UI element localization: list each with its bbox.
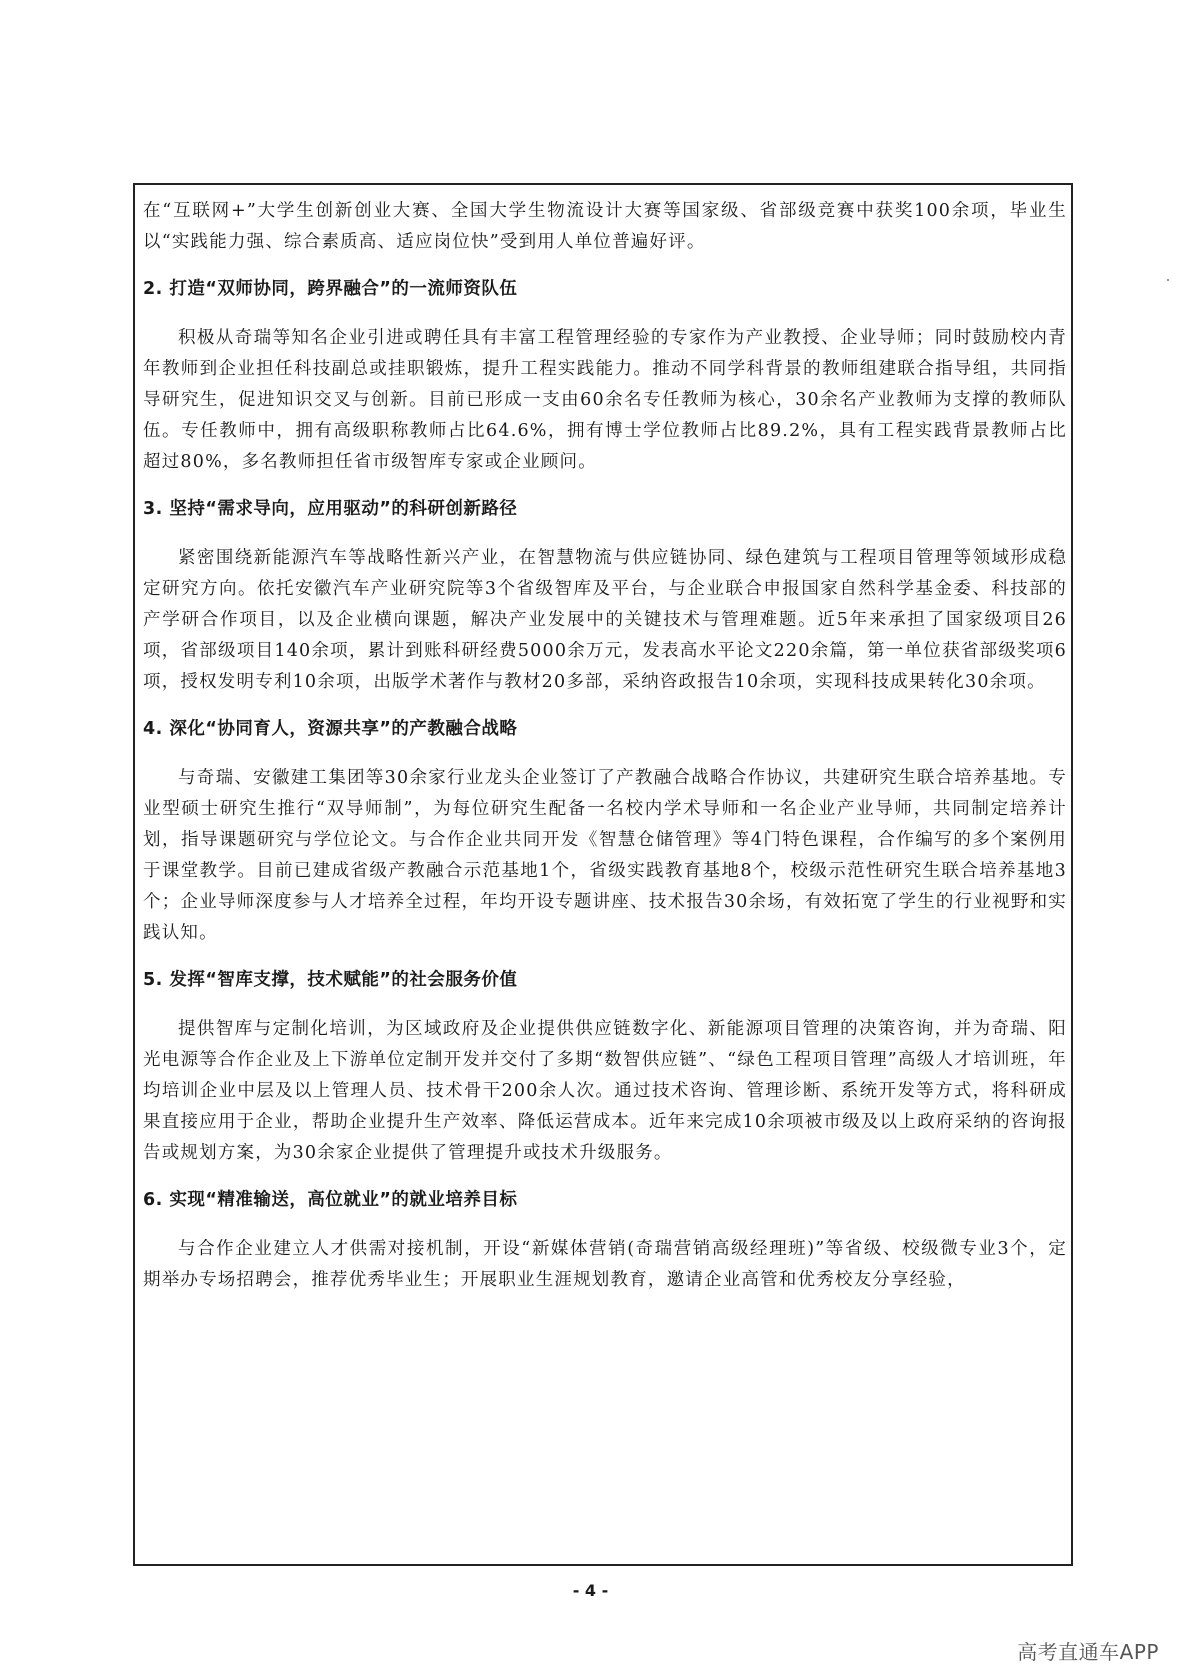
section-body-4: 与奇瑞、安徽建工集团等30余家行业龙头企业签订了产教融合战略合作协议，共建研究生联合培养基地。专业型硕士研究生推行“双导师制”，为每位研究生配备一名校内学术导师和一名企业产业导师，共同制定培养计划，指导课题研究与学位论文。与合作企业共同开发《智慧仓储管理》等4门特色课程，合作编写的多个案例用于课堂教学。目前已建成省级产教融合示范基地1个，省级实践教育基地8个，校级示范性研究生联合培养基地3个；企业导师深度参与人才培养全过程，年均开设专题讲座、技术报告30余场，有效拓宽了学生的行业视野和实践认知。 — [143, 768, 1067, 943]
section-heading-4: 4. 深化“协同育人，资源共享”的产教融合战略 — [143, 719, 518, 739]
section-heading-6: 6. 实现“精准输送，高位就业”的就业培养目标 — [143, 1190, 518, 1210]
section-heading-5: 5. 发挥“智库支撑，技术赋能”的社会服务价值 — [143, 970, 518, 990]
watermark-text: 高考直通车APP — [1017, 1640, 1159, 1664]
page-number: - 4 - — [572, 1581, 609, 1600]
section-heading-3: 3. 坚持“需求导向，应用驱动”的科研创新路径 — [143, 499, 518, 519]
intro-paragraph: 在“互联网+”大学生创新创业大赛、全国大学生物流设计大赛等国家级、省部级竞赛中获奖100余项，毕业生以“实践能力强、综合素质高、适应岗位快”受到用人单位普遍好评。 — [143, 201, 1067, 252]
document-body — [143, 196, 1067, 1296]
scan-speck — [1167, 279, 1169, 281]
section-heading-2: 2. 打造“双师协同，跨界融合”的一流师资队伍 — [143, 279, 518, 299]
section-body-5: 提供智库与定制化培训，为区域政府及企业提供供应链数字化、新能源项目管理的决策咨询，并为奇瑞、阳光电源等合作企业及上下游单位定制开发并交付了多期“数智供应链”、“绿色工程项目管理”高级人才培训班，年均培训企业中层及以上管理人员、技术骨干200余人次。通过技术咨询、管理诊断、系统开发等方式，将科研成果直接应用于企业，帮助企业提升生产效率、降低运营成本。近年来完成10余项被市级及以上政府采纳的咨询报告或规划方案，为30余家企业提供了管理提升或技术升级服务。 — [143, 1019, 1067, 1163]
section-body-3: 紧密围绕新能源汽车等战略性新兴产业，在智慧物流与供应链协同、绿色建筑与工程项目管理等领域形成稳定研究方向。依托安徽汽车产业研究院等3个省级智库及平台，与企业联合申报国家自然科学基金委、科技部的产学研合作项目，以及企业横向课题，解决产业发展中的关键技术与管理难题。近5年来承担了国家级项目26项，省部级项目140余项，累计到账科研经费5000余万元，发表高水平论文220余篇，第一单位获省部级奖项6项，授权发明专利10余项，出版学术著作与教材20多部，采纳咨政报告10余项，实现科技成果转化30余项。 — [143, 548, 1067, 692]
section-body-2: 积极从奇瑞等知名企业引进或聘任具有丰富工程管理经验的专家作为产业教授、企业导师；同时鼓励校内青年教师到企业担任科技副总或挂职锻炼，提升工程实践能力。推动不同学科背景的教师组建联合指导组，共同指导研究生，促进知识交叉与创新。目前已形成一支由60余名专任教师为核心，30余名产业教师为支撑的教师队伍。专任教师中，拥有高级职称教师占比64.6%，拥有博士学位教师占比89.2%，具有工程实践背景教师占比超过80%，多名教师担任省市级智库专家或企业顾问。 — [143, 328, 1067, 472]
section-body-6: 与合作企业建立人才供需对接机制，开设“新媒体营销(奇瑞营销高级经理班)”等省级、校级微专业3个，定期举办专场招聘会，推荐优秀毕业生；开展职业生涯规划教育，邀请企业高管和优秀校友分享经验， — [143, 1239, 1067, 1290]
